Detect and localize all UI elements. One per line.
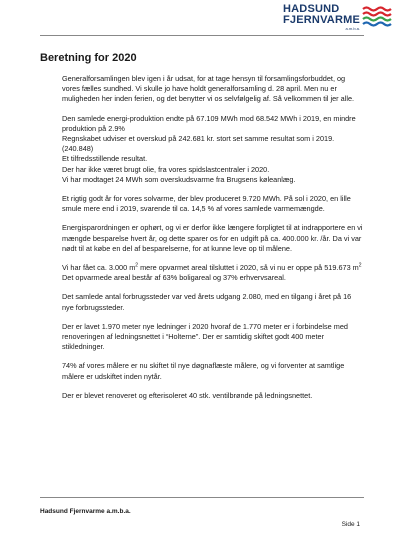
header-divider [40, 35, 364, 36]
surplus-heat-text: Vi har modtaget 24 MWh som overskudsvarme fra Brugsens køleanlæg. [62, 174, 296, 184]
logo-line-3: a.m.b.a. [345, 26, 360, 31]
paragraph-general-assembly: Generalforsamlingen blev igen i år udsat, for at tage hensyn til forsamlingsforbuddet, og vores fælles sundhed. Vi skulle jo have holdt generalforsamling d. 28 april. Men nu er muligheden her inden ferien, og det benytter vi os selvfølgelig af. Så velkommen til jer alle. [62, 74, 355, 104]
paragraph-energy-saving: Energisparordningen er ophørt, og vi er derfor ikke længere forpligtet til at indrapportere en vi mængde besparelse hvert år, og dette sparer os for en udgift på ca. 400.000 kr. /år. Da vi var nødt til at købe en del af besparelserne, for at kunne leve op til målene. [62, 223, 363, 253]
logo-line-2: FJERNVARME [283, 14, 360, 26]
paragraph-production-results [62, 114, 364, 185]
paragraph-heated-area [62, 263, 364, 283]
area-superscript-1: 2 [135, 262, 139, 269]
footer-company: Hadsund Fjernvarme a.m.b.a. [40, 508, 131, 515]
company-logo [262, 4, 392, 34]
accounts-text: Regnskabet udviser et overskud på 242.681 kr. stort set samme resultat som i 2019. (240.848) [62, 134, 335, 154]
paragraph-valve-wells: Der er blevet renoveret og efterisoleret 40 stk. ventilbrønde på ledningsnettet. [62, 390, 313, 400]
area-superscript-2: 2 [358, 262, 362, 269]
paragraph-pipelines: Der er lavet 1.970 meter nye ledninger i 2020 hvoraf de 1.770 meter er i forbindelse med renoveringen af ledningsnettet i “Holterne”. Der er samtidig skiftet godt 400 meter stikledninger. [62, 321, 348, 352]
result-text: Et tilfredsstillende resultat. [62, 154, 148, 164]
paragraph-meters: 74% af vores målere er nu skiftet til nye døgnaflæste målere, og vi forventer at samtlige målere er udskiftet inden nytår. [62, 361, 345, 381]
paragraph-consumers: Det samlede antal forbrugssteder var ved årets udgang 2.080, med en tilgang i året på 16 nye forbrugssteder. [62, 292, 352, 312]
page-number: Side 1 [341, 521, 360, 528]
area-text-middle: mere opvarmet areal tilsluttet i 2020, så vi nu er oppe på 519.673 m [138, 263, 359, 273]
report-body [62, 74, 364, 410]
production-text: Den samlede energi-produktion endte på 67.109 MWh mod 68.542 MWh i 2019, en mindre produktion på 2.9% [62, 113, 356, 133]
area-text-end: Det opvarmede areal består af 63% boligareal og 37% erhvervsareal. [62, 273, 286, 283]
oil-text: Der har ikke været brugt olie, fra vores spidslastcentraler i 2020. [62, 164, 270, 174]
logo-line-1: HADSUND [283, 3, 340, 15]
area-text-start: Vi har fået ca. 3.000 m [62, 263, 136, 273]
waves-icon [362, 4, 392, 28]
paragraph-solar: Et rigtig godt år for vores solvarme, der blev produceret 9.720 MWh. På sol i 2020, en lille smule mere end i 2019, svarende til ca. 14,5 % af vores samlede varmemængde. [62, 194, 351, 214]
logo-text [283, 4, 360, 31]
footer-divider [40, 497, 364, 498]
document-title: Beretning for 2020 [40, 52, 137, 64]
